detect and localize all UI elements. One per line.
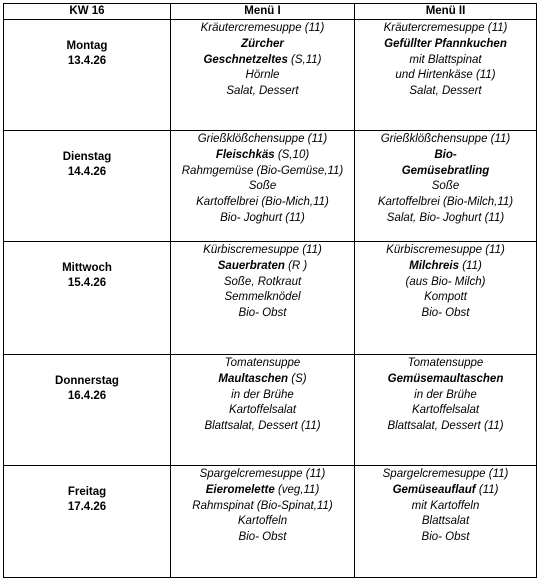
menu-line [171, 306, 354, 322]
menu1-cell [171, 355, 355, 466]
allergen-info: (S,11) [287, 53, 322, 66]
menu-item-text: Bio- Obst [421, 531, 470, 544]
menu-item-text: Tomatensuppe [224, 357, 301, 369]
day-name: Dienstag [62, 151, 112, 163]
day-date: 13.4.26 [67, 55, 107, 67]
menu-item-text: Tomatensuppe [407, 357, 484, 369]
menu-item-text: Spargelcremesuppe (11) [382, 468, 509, 480]
menu-item-text: in der Brühe [231, 388, 294, 401]
dish-name: Fleischkäs [215, 148, 275, 161]
menu-item-text: Grießklößchensuppe (11) [197, 133, 328, 145]
menu-line [355, 37, 536, 53]
menu-line [355, 514, 536, 530]
menu-item-text: Rahmspinat (Bio-Spinat,11) [192, 499, 333, 512]
menu-item-text: Grießklößchensuppe (11) [380, 133, 511, 145]
menu-item-text: mit Kartoffeln [411, 499, 480, 512]
menu-line [171, 388, 354, 404]
menu-line [355, 403, 536, 419]
allergen-info: (S,10) [274, 148, 310, 161]
menu-line [171, 21, 354, 37]
allergen-info: (S) [288, 372, 307, 385]
menu-line [171, 403, 354, 419]
menu-item-text: Kartoffelsalat [411, 404, 480, 417]
menu-line [355, 290, 536, 306]
menu-item-text: mit Blattspinat [409, 53, 482, 66]
menu-line [355, 419, 536, 435]
menu-line [355, 306, 536, 322]
menu1-cell [171, 242, 355, 355]
day-cell [4, 355, 171, 466]
allergen-info: (R ) [284, 259, 308, 272]
menu-line [171, 37, 354, 53]
menu-item-text: Hörnle [245, 69, 280, 82]
menu-line [171, 179, 354, 195]
menu-line [171, 53, 354, 69]
menu-line [171, 84, 354, 100]
menu-item-text: Kartoffelbrei (Bio-Mich,11) [196, 196, 329, 209]
menu-line [355, 164, 536, 180]
menu1-cell [171, 20, 355, 131]
menu2-cell [355, 466, 537, 578]
menu-line [171, 530, 354, 546]
menu-line [171, 467, 354, 483]
menu-line [355, 148, 536, 164]
dish-name: Geschnetzeltes [203, 53, 288, 66]
day-date: 15.4.26 [67, 277, 107, 289]
menu-item-text: Soße [431, 180, 460, 193]
menu-line [171, 275, 354, 291]
menu-item-text: in der Brühe [414, 388, 477, 401]
menu-line [171, 243, 354, 259]
menu-line [355, 211, 536, 227]
dish-name: Maultaschen [218, 372, 289, 385]
dish-name: Gemüsebratling [401, 164, 490, 177]
dish-name: Sauerbraten [217, 259, 285, 272]
day-name: Donnerstag [55, 375, 119, 387]
menu-line [355, 68, 536, 84]
day-date: 16.4.26 [67, 390, 107, 402]
header-row [4, 4, 537, 20]
menu-item-text: Kürbiscremesuppe (11) [203, 244, 322, 256]
day-name: Freitag [67, 486, 107, 498]
day-row [4, 355, 537, 466]
menu-item-text: (aus Bio- Milch) [405, 275, 486, 288]
menu-line [171, 259, 354, 275]
dish-name: Zürcher [241, 37, 284, 50]
menu-item-text: Kräutercremesuppe (11) [200, 22, 325, 34]
menu-line [171, 372, 354, 388]
day-row [4, 466, 537, 578]
menu1-header: Menü I [171, 4, 355, 20]
menu-line [171, 356, 354, 372]
menu-item-text: Kürbiscremesuppe (11) [386, 244, 505, 256]
allergen-info: (veg,11) [274, 483, 320, 496]
menu-item-text: Kartoffeln [237, 515, 288, 528]
allergen-info: (11) [475, 483, 499, 496]
menu2-cell [355, 355, 537, 466]
menu-item-text: und Hirtenkäse (11) [395, 69, 496, 82]
menu-item-text: Salat, Dessert [409, 85, 482, 98]
menu-item-text: Blattsalat, Dessert (11) [204, 420, 321, 433]
menu-item-text: Kräutercremesuppe (11) [383, 22, 508, 34]
day-row [4, 242, 537, 355]
menu-line [355, 53, 536, 69]
menu-item-text: Salat, Dessert [226, 85, 299, 98]
menu-line [171, 499, 354, 515]
menu-line [355, 84, 536, 100]
menu-item-text: Kartoffelsalat [228, 404, 297, 417]
menu-item-text: Blattsalat, Dessert (11) [387, 420, 504, 433]
menu-line [355, 356, 536, 372]
day-cell [4, 242, 171, 355]
menu-line [355, 243, 536, 259]
dish-name: Gefüllter Pfannkuchen [384, 37, 507, 50]
day-row [4, 20, 537, 131]
menu1-cell [171, 131, 355, 242]
menu2-cell [355, 20, 537, 131]
menu-item-text: Soße [248, 180, 277, 193]
weekly-menu-table [3, 3, 537, 578]
menu-item-text: Bio- Obst [238, 531, 287, 544]
menu-line [355, 179, 536, 195]
menu-item-text: Bio- Obst [238, 307, 287, 320]
week-header: KW 16 [4, 4, 171, 20]
menu-line [355, 259, 536, 275]
menu-line [171, 148, 354, 164]
allergen-info: (11) [459, 259, 482, 272]
day-name: Mittwoch [62, 262, 112, 274]
menu-item-text: Bio- Joghurt (11) [220, 211, 305, 224]
day-row [4, 131, 537, 242]
menu-item-text: Semmelknödel [224, 291, 301, 304]
menu-item-text: Kartoffelbrei (Bio-Milch,11) [377, 196, 514, 209]
dish-name: Bio- [434, 148, 457, 161]
menu-line [355, 388, 536, 404]
menu1-cell [171, 466, 355, 578]
dish-name: Milchreis [409, 259, 460, 272]
menu-line [355, 21, 536, 37]
menu-line [171, 514, 354, 530]
menu-line [355, 530, 536, 546]
menu-line [171, 68, 354, 84]
menu2-header: Menü II [355, 4, 537, 20]
dish-name: Eieromelette [205, 483, 275, 496]
menu-line [355, 275, 536, 291]
menu-line [171, 419, 354, 435]
menu-item-text: Rahmgemüse (Bio-Gemüse,11) [181, 164, 344, 177]
menu2-cell [355, 242, 537, 355]
menu-line [171, 195, 354, 211]
menu-line [171, 132, 354, 148]
menu-line [355, 372, 536, 388]
menu-line [355, 195, 536, 211]
menu-line [171, 483, 354, 499]
menu2-cell [355, 131, 537, 242]
menu-line [171, 211, 354, 227]
dish-name: Gemüseauflauf [392, 483, 476, 496]
menu-line [355, 467, 536, 483]
menu-line [171, 164, 354, 180]
menu-line [171, 290, 354, 306]
dish-name: Gemüsemaultaschen [387, 372, 504, 385]
menu-line [355, 483, 536, 499]
day-date: 17.4.26 [67, 501, 107, 513]
day-date: 14.4.26 [67, 166, 107, 178]
menu-item-text: Blattsalat [421, 515, 470, 528]
menu-item-text: Salat, Bio- Joghurt (11) [386, 211, 505, 224]
menu-item-text: Kompott [424, 291, 467, 304]
menu-line [355, 499, 536, 515]
day-cell [4, 466, 171, 578]
day-name: Montag [66, 40, 108, 52]
day-cell [4, 131, 171, 242]
menu-item-text: Soße, Rotkraut [223, 275, 302, 288]
menu-line [355, 132, 536, 148]
menu-item-text: Bio- Obst [421, 307, 470, 320]
day-cell [4, 20, 171, 131]
menu-item-text: Spargelcremesuppe (11) [199, 468, 326, 480]
